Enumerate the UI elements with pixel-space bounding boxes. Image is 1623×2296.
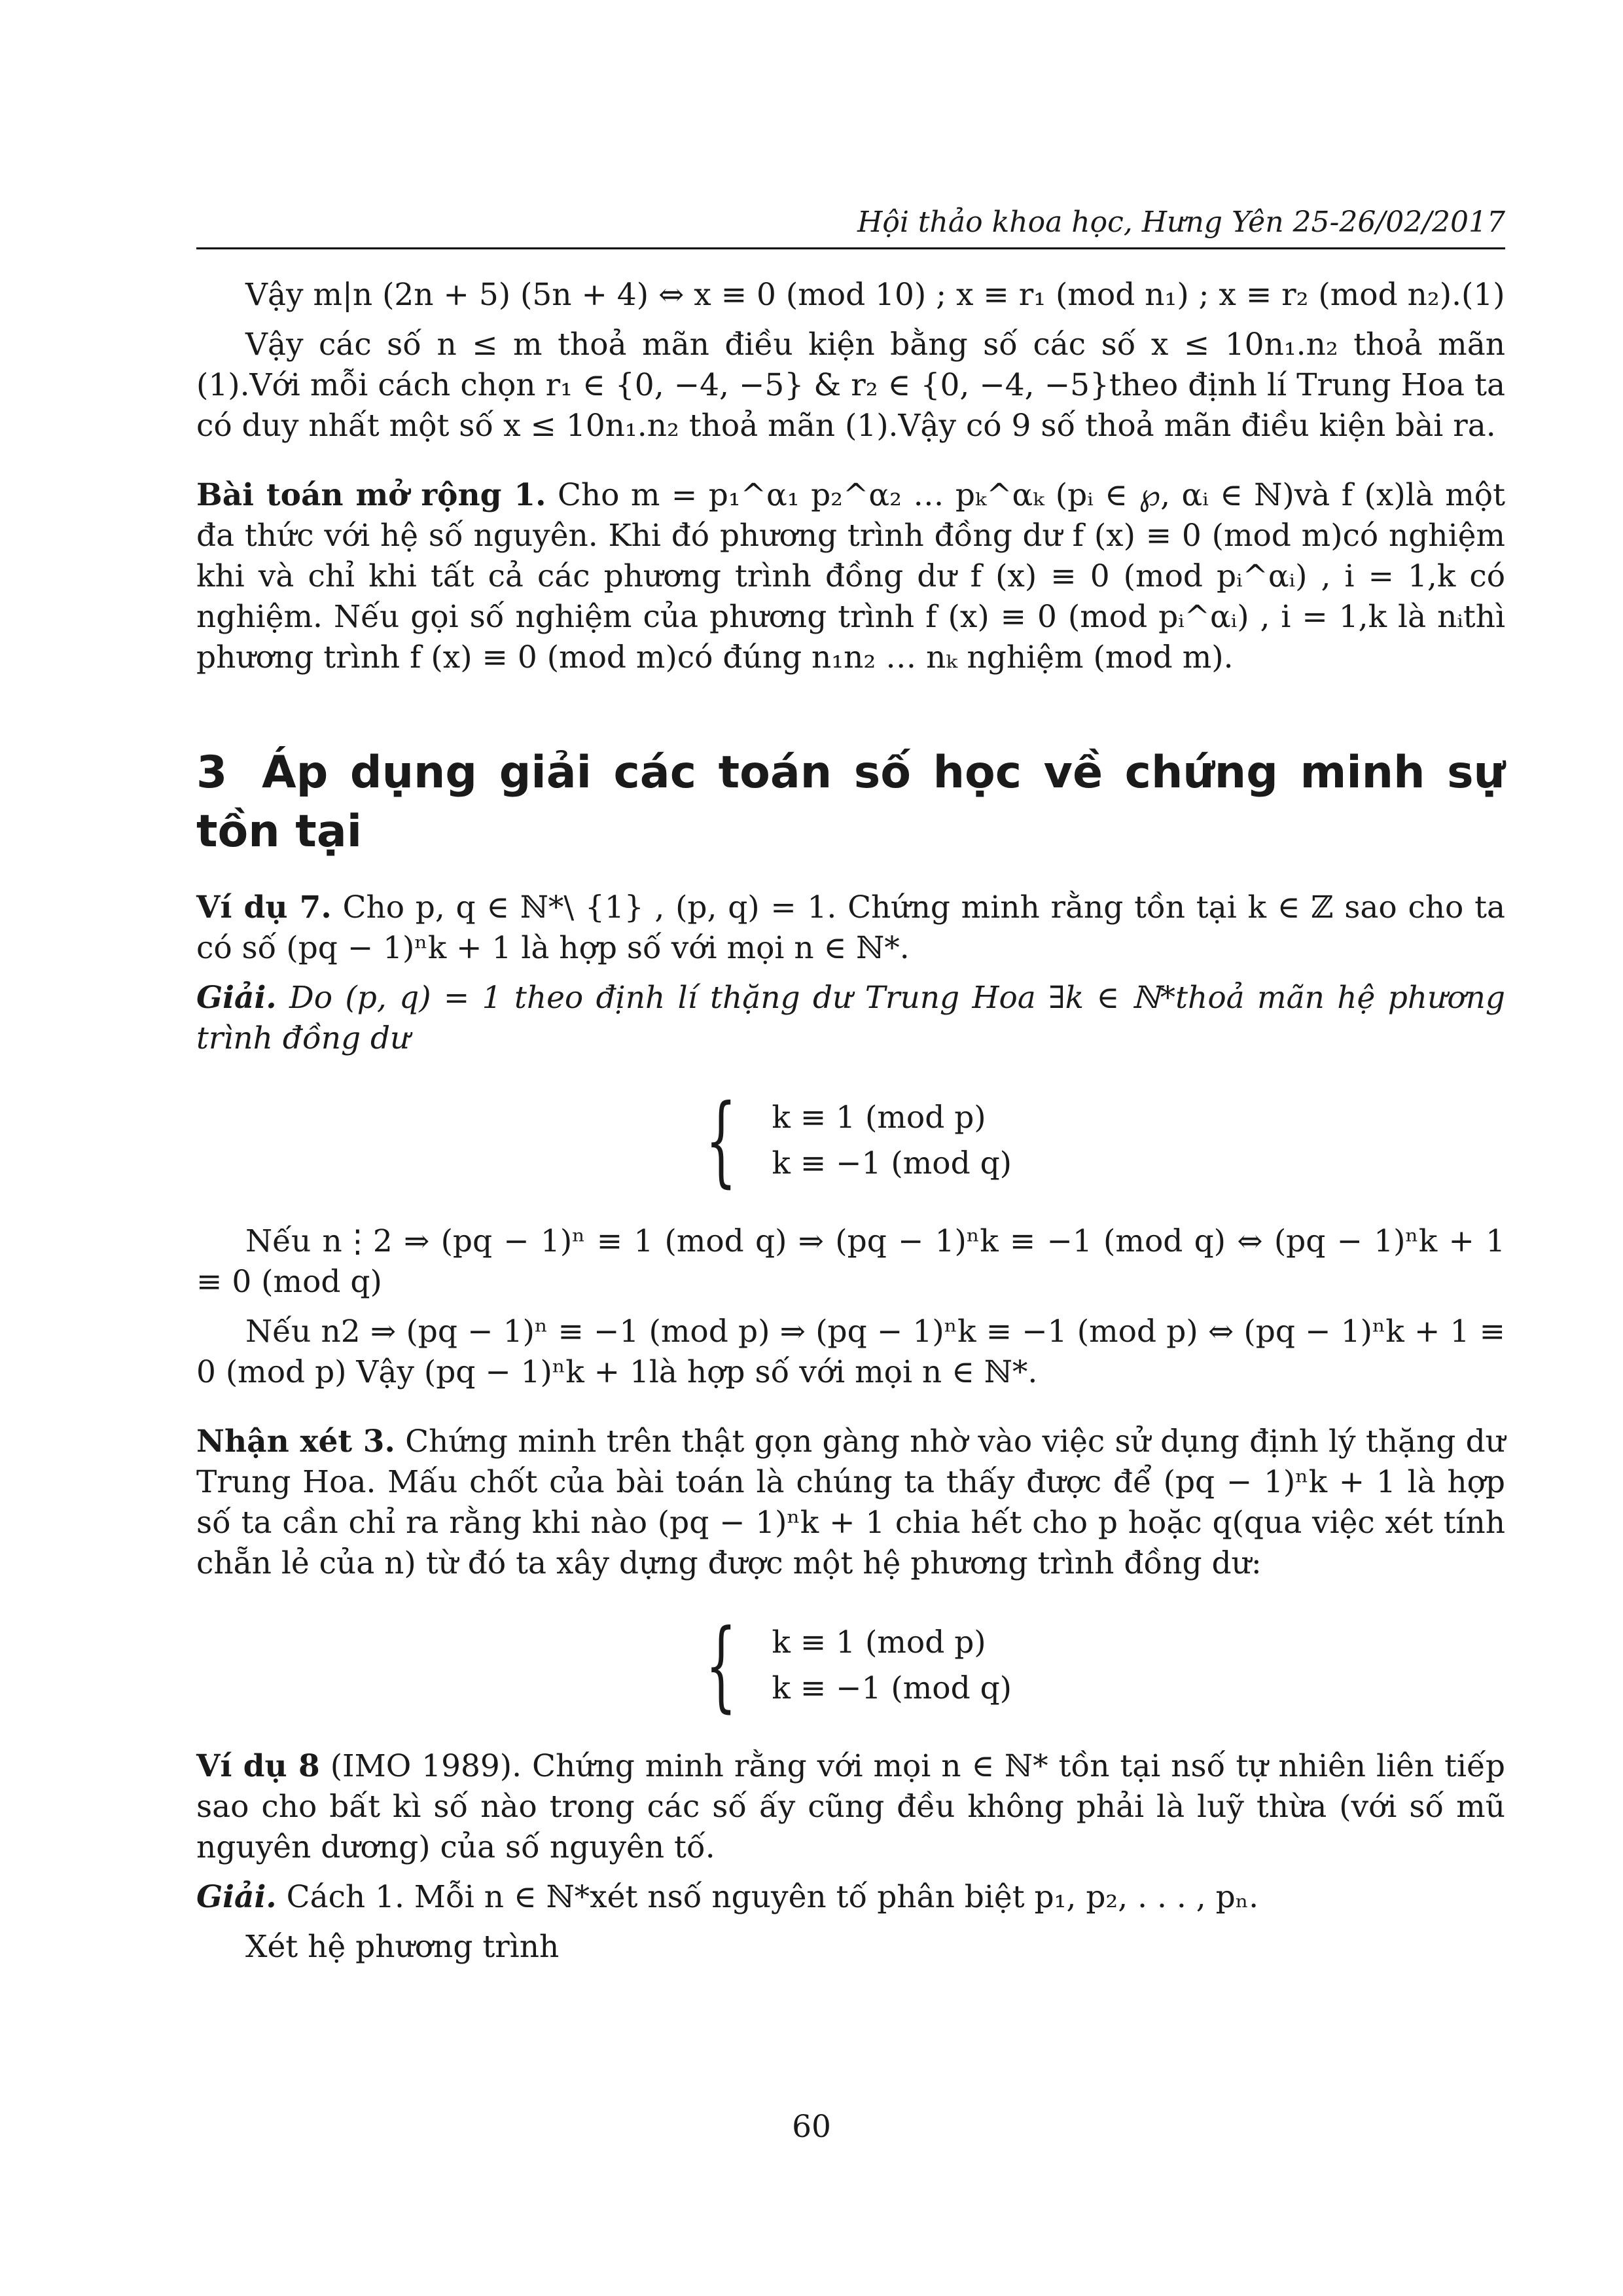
extended-problem xyxy=(196,475,1505,678)
solution-8 xyxy=(196,1877,1505,1918)
paragraph-consider-system: Xét hệ phương trình xyxy=(245,1929,560,1965)
example-7 xyxy=(196,888,1505,969)
paragraph-count-solutions: Vậy các số n ≤ m thoả mãn điều kiện bằng số các số x ≤ 10n₁.n₂ thoả mãn (1).Với mỗi cách chọn r₁ ∈ {0, −4, −5} & r₂ ∈ {0, −4, −5}theo định lí Trung Hoa ta có duy nhất một số x ≤ 10n₁.n₂ thoả mãn (1).Vậy có 9 số thoả mãn điều kiện bài ra. xyxy=(196,327,1505,444)
example-7-text: Cho p, q ∈ ℕ*\ {1} , (p, q) = 1. Chứng minh rằng tồn tại k ∈ ℤ sao cho ta có số (pq − 1)ⁿk + 1 là hợp số với mọi n ∈ ℕ*. xyxy=(196,889,1505,966)
running-header: Hội thảo khoa học, Hưng Yên 25-26/02/2017 xyxy=(857,206,1505,239)
congruence-system-2 xyxy=(196,1609,1505,1723)
system-2-line-1: k ≡ 1 (mod p) xyxy=(772,1624,986,1660)
example-7-label: Ví dụ 7. xyxy=(196,889,332,925)
example-8 xyxy=(196,1746,1505,1868)
remark-3-text: Chứng minh trên thật gọn gàng nhờ vào việc sử dụng định lý thặng dư Trung Hoa. Mấu chốt của bài toán là chúng ta thấy được để (pq − 1)ⁿk + 1 là hợp số ta cần chỉ ra rằng khi nào (pq − 1)ⁿk + 1 chia hết cho p hoặc q(qua việc xét tính chẵn lẻ của n) từ đó ta xây dựng được một hệ phương trình đồng dư: xyxy=(196,1424,1505,1581)
example-8-label: Ví dụ 8 xyxy=(196,1748,320,1784)
congruence-system-1 xyxy=(196,1084,1505,1198)
extended-problem-text: Cho m = p₁^α₁ p₂^α₂ … pₖ^αₖ (pᵢ ∈ ℘, αᵢ ∈ ℕ)và f (x)là một đa thức với hệ số nguyên. Khi đó phương trình đồng dư f (x) ≡ 0 (mod m)có nghiệm khi và chỉ khi tất cả các phương trình đồng dư f (x) ≡ 0 (mod pᵢ^αᵢ) , i = 1,k có nghiệm. Nếu gọi số nghiệm của phương trình f (x) ≡ 0 (mod pᵢ^αᵢ) , i = 1,k là nᵢthì phương trình f (x) ≡ 0 (mod m)có đúng n₁n₂ … nₖ nghiệm (mod m). xyxy=(196,477,1505,675)
solution-8-text: Cách 1. Mỗi n ∈ ℕ*xét nsố nguyên tố phân biệt p₁, p₂, . . . , pₙ. xyxy=(286,1879,1259,1915)
remark-3 xyxy=(196,1422,1505,1584)
left-brace-icon: { xyxy=(705,1609,737,1723)
solution-7-text: Do (p, q) = 1 theo định lí thặng dư Trung Hoa ∃k ∈ ℕ*thoả mãn hệ phương trình đồng dư xyxy=(196,980,1505,1056)
system-1-line-2: k ≡ −1 (mod q) xyxy=(772,1145,1012,1181)
page-number: 60 xyxy=(792,2109,831,2145)
system-2-line-2: k ≡ −1 (mod q) xyxy=(772,1670,1012,1706)
header-rule xyxy=(196,247,1505,249)
solution-7 xyxy=(196,978,1505,1059)
section-heading xyxy=(196,744,1505,861)
left-brace-icon: { xyxy=(705,1084,737,1198)
solution-8-label: Giải. xyxy=(196,1879,277,1915)
remark-3-label: Nhận xét 3. xyxy=(196,1424,395,1460)
paragraph-conclusion-equivalence: Vậy m|n (2n + 5) (5n + 4) ⇔ x ≡ 0 (mod 10) ; x ≡ r₁ (mod n₁) ; x ≡ r₂ (mod n₂).(1) xyxy=(245,277,1505,313)
section-number: 3 xyxy=(196,747,228,798)
case-even: Nếu n⋮2 ⇒ (pq − 1)ⁿ ≡ 1 (mod q) ⇒ (pq − 1)ⁿk ≡ −1 (mod q) ⇔ (pq − 1)ⁿk + 1 ≡ 0 (mod q) xyxy=(196,1223,1505,1300)
system-1-line-1: k ≡ 1 (mod p) xyxy=(772,1100,986,1136)
example-8-text: Chứng minh rằng với mọi n ∈ ℕ* tồn tại nsố tự nhiên liên tiếp sao cho bất kì số nào trong các số ấy cũng đều không phải là luỹ thừa (với số mũ nguyên dương) của số nguyên tố. xyxy=(196,1748,1505,1865)
example-8-ref: (IMO 1989). xyxy=(330,1748,522,1784)
extended-problem-label: Bài toán mở rộng 1. xyxy=(196,477,546,513)
solution-7-label: Giải. xyxy=(196,980,277,1016)
section-title: Áp dụng giải các toán số học về chứng minh sự tồn tại xyxy=(196,747,1505,857)
page-body xyxy=(196,275,1505,1967)
case-odd: Nếu n2 ⇒ (pq − 1)ⁿ ≡ −1 (mod p) ⇒ (pq − 1)ⁿk ≡ −1 (mod p) ⇔ (pq − 1)ⁿk + 1 ≡ 0 (mod p) Vậy (pq − 1)ⁿk + 1là hợp số với mọi n ∈ ℕ*. xyxy=(196,1314,1505,1390)
